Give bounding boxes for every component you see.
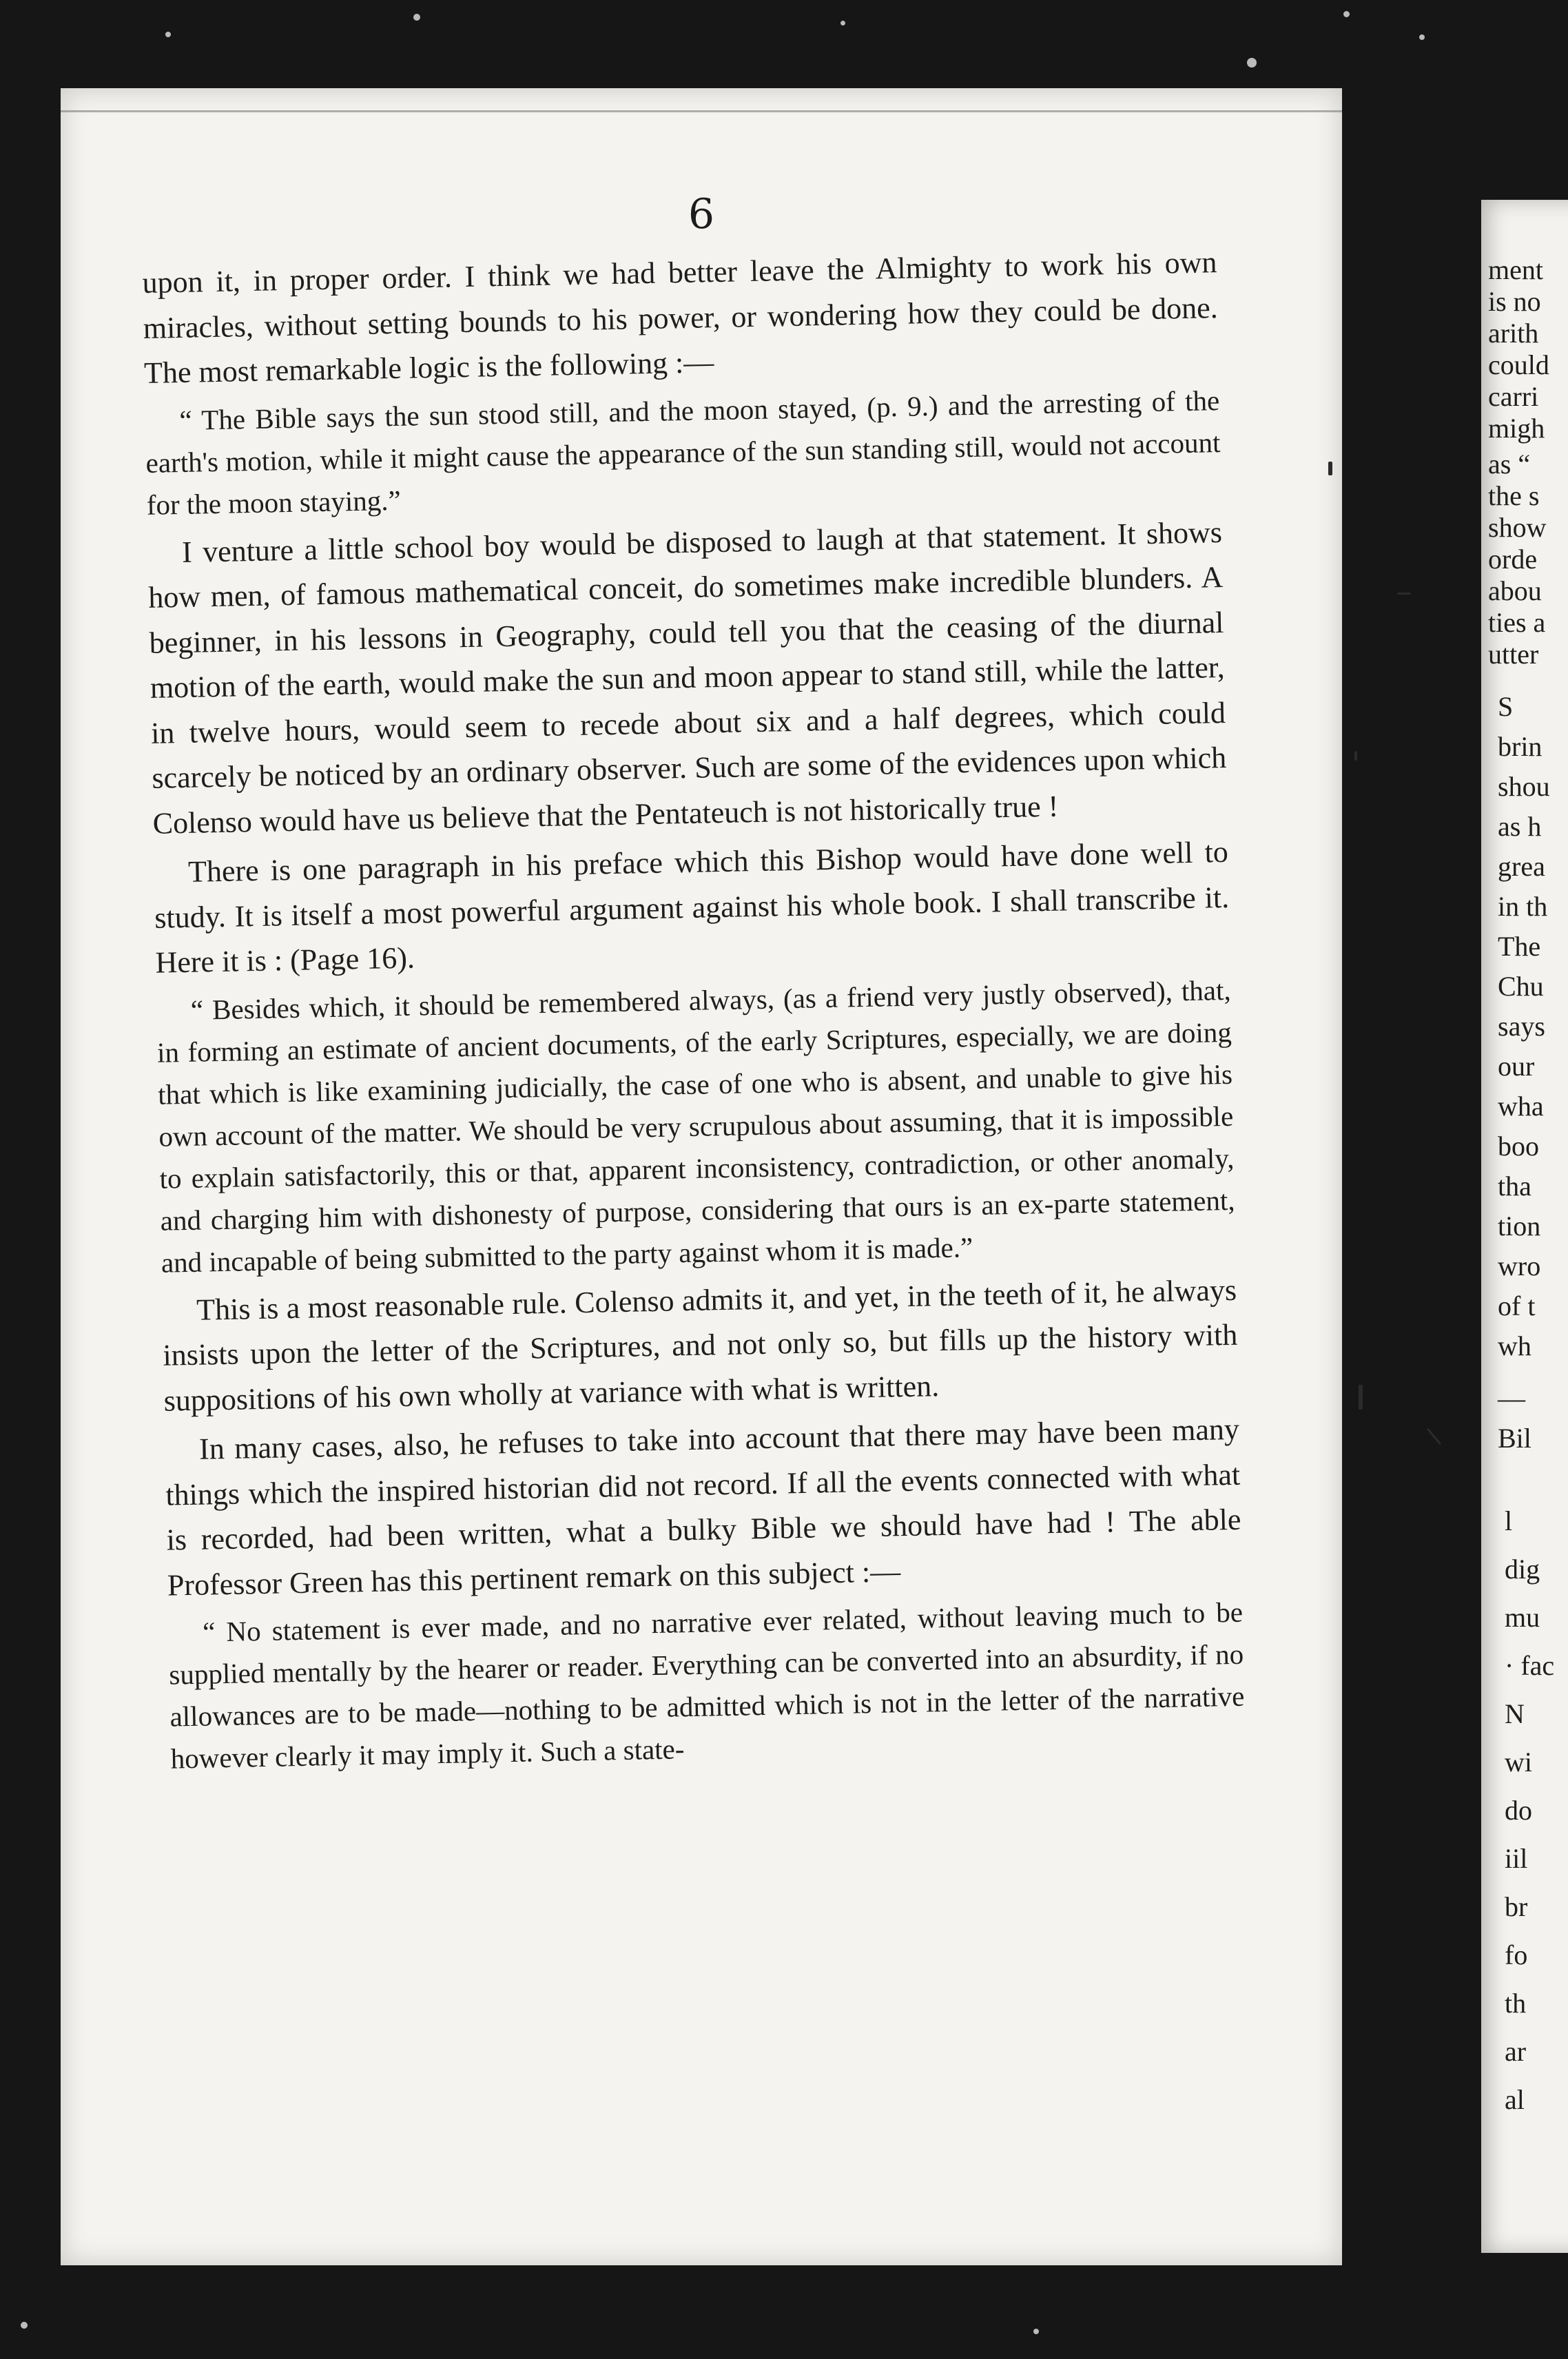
right-page-fragment: l [1505,1505,1513,1536]
quotation: “ The Bible says the sun stood still, and the moon stayed, (p. 9.) and the arresting of the earth's motion, while it might cause the appearance of the sun standing still, would not account for the moon staying.” [145,384,1221,521]
paragraph: In many cases, also, he refuses to take into account that there may have been many things which the inspired historian did not record. If all the events connected with what is recorded, had been written, what a bulky Bible we should have had ! The able Professor Green has this pertinent remark on this subject :— [165,1412,1241,1603]
body-text [142,240,1246,1780]
paragraph: I venture a little school boy would be disposed to laugh at that statement. It shows how men, of famous mathematical conceit, do sometimes make incredible blunders. A beginner, in his lessons in Geography, could tell you that the ceasing of the diurnal motion of the earth, would make the sun and moon appear to stand still, while the latter, in twelve hours, would seem to recede about six and a half degrees, which could scarcely be noticed by an ordinary observer. Such are some of the evidences upon which Colenso would have us believe that the Pentateuch is not historically true ! [147,515,1227,841]
right-page-fragment: — [1498,1383,1525,1414]
right-page-fragment: grea [1498,851,1545,882]
right-page-fragment: boo [1498,1131,1539,1162]
right-page-fragment: Bil [1498,1423,1531,1454]
right-page-fragment: is no [1488,286,1541,317]
dust-speck [1419,34,1425,40]
right-page-fragment: iil [1505,1843,1528,1874]
dust-speck [1033,2329,1039,2334]
right-page-fragment: utter [1488,639,1539,670]
right-page-fragment: fo [1505,1939,1528,1970]
right-page-fragment: says [1498,1011,1545,1042]
right-page-fragment: brin [1498,731,1543,762]
quotation: “ Besides which, it should be remembered always, (as a friend very justly observed), that, in forming an estimate of ancient documents, of the early Scriptures, especially, we are doing that which is like examining judicially, the case of one who is absent, and unable to give his own account of the matter. We should be very scrupulous about assuming, that it is impossible to explain satisfactorily, this or that, apparent inconsistency, contradiction, or other anomaly, and charging him with dishonesty of purpose, considering that ours is an ex-parte statement, and incapable of being submitted to the party against whom it is made.” [156,974,1235,1279]
gutter-mark [1359,1385,1363,1410]
paragraph: upon it, in proper order. I think we had better leave the Almighty to work his own miracles, without setting bounds to his power, or wondering how they could be done. The most remarkable logic is the following :— [142,245,1219,390]
right-page-fragment: al [1505,2084,1525,2115]
right-page-fragment: dig [1505,1554,1540,1585]
right-page-fragment: wi [1505,1747,1532,1778]
right-page-fragment: wro [1498,1250,1541,1281]
right-page-fragment: of t [1498,1290,1536,1321]
gutter-mark [1427,1428,1442,1445]
dust-speck [413,14,420,21]
right-page-fragment: the s [1488,480,1540,511]
right-page-fragment: · fac [1505,1650,1555,1681]
dust-speck [840,21,845,25]
dust-speck [1343,11,1350,17]
right-page-fragment: th [1505,1988,1527,2019]
right-page-fragment: carri [1488,381,1539,412]
right-page-fragment: in th [1498,891,1548,922]
paragraph: This is a most reasonable rule. Colenso admits it, and yet, in the teeth of it, he always insists upon the letter of the Scriptures, and not only so, but fills up the history with suppositions of his own wholly at variance with what is written. [163,1273,1238,1418]
page-number: 6 [688,190,715,238]
dust-speck [1247,58,1257,68]
right-page-fragment: tion [1498,1211,1541,1242]
right-page-fragment: as h [1498,811,1542,842]
right-page-fragment: our [1498,1051,1535,1082]
page-edge-line [61,110,1342,112]
right-page-fragment: abou [1488,575,1542,606]
dust-speck [165,32,171,37]
right-page-fragment: Chu [1498,971,1544,1002]
right-page-fragment: show [1488,512,1547,543]
right-page-fragment: tha [1498,1171,1531,1202]
right-page-fragment: could [1488,349,1549,380]
right-page-fragment: migh [1488,413,1545,444]
right-page-fragment: The [1498,931,1541,962]
gutter-mark [1328,462,1332,475]
right-page-fragment: as “ [1488,449,1531,480]
right-page-fragment: ment [1488,254,1543,285]
right-page-fragment: shou [1498,771,1550,802]
dust-speck [21,2322,28,2329]
right-page-fragment: S [1498,691,1514,722]
right-page-fragment: N [1505,1698,1525,1729]
right-page-fragment: arith [1488,318,1539,349]
right-page-fragment: wh [1498,1330,1531,1361]
paragraph: There is one paragraph in his preface which this Bishop would have done well to study. It is itself a most powerful argument against his whole book. I shall transcribe it. Here it is : (Page 16). [154,834,1230,980]
gutter-mark [1397,593,1411,595]
gutter-mark [1354,751,1357,761]
right-page-fragment: mu [1505,1602,1540,1633]
right-page-fragment: do [1505,1795,1532,1826]
left-page [61,88,1342,2265]
right-page-fragment: ar [1505,2036,1527,2067]
quotation: “ No statement is ever made, and no narrative ever related, without leaving much to be supplied mentally by the hearer or reader. Everything can be converted into an absurdity, if no allowances are to be made—nothing to be admitted which is not in the letter of the narrative however clearly it may imply it. Such a state- [168,1596,1245,1775]
right-page-fragment: br [1505,1891,1528,1922]
right-page-fragment: wha [1498,1091,1544,1122]
right-page [1481,200,1568,2253]
right-page-fragment: ties a [1488,607,1546,638]
right-page-fragment: orde [1488,544,1538,575]
